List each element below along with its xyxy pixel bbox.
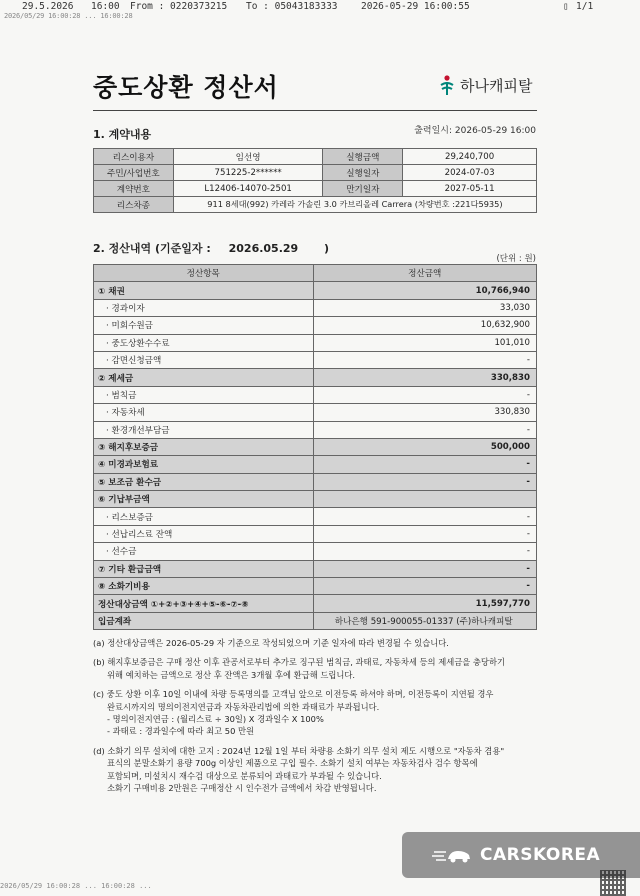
company-logo xyxy=(438,72,532,98)
settlement-amount: - xyxy=(313,456,536,473)
settlement-group-row xyxy=(94,369,537,386)
contract-table xyxy=(93,148,537,213)
fax-page: 1/1 xyxy=(576,1,594,12)
settlement-sub-row xyxy=(94,508,537,525)
settlement-item: · 선수금 xyxy=(94,543,314,560)
settlement-amount: 33,030 xyxy=(313,299,536,316)
contract-row xyxy=(94,197,537,213)
settlement-item: · 선납리스료 잔액 xyxy=(94,525,314,542)
settlement-amount: - xyxy=(313,421,536,438)
settlement-amount: - xyxy=(313,351,536,368)
settlement-item: ⑥ 기납부금액 xyxy=(94,491,314,508)
contract-header: 계약번호 xyxy=(94,181,174,197)
settlement-close-paren: ) xyxy=(324,242,330,255)
settlement-group-row xyxy=(94,560,537,577)
settlement-sub-row xyxy=(94,299,537,316)
note-a xyxy=(93,637,543,649)
contract-row xyxy=(94,181,537,197)
settlement-sub-row xyxy=(94,525,537,542)
settlement-amount: - xyxy=(313,386,536,403)
settlement-amount: - xyxy=(313,473,536,490)
contract-value: 2024-07-03 xyxy=(403,165,537,181)
fax-received: 2026-05-29 16:00:55 xyxy=(361,1,470,12)
vehicle-value: 911 8세대(992) 카레라 가솔린 3.0 카브리올레 Carrera (차량번호 :221다5935) xyxy=(173,197,536,213)
notes xyxy=(93,637,543,801)
bank-label: 입금계좌 xyxy=(94,612,314,629)
fax-to: To : 05043183333 xyxy=(246,1,338,12)
settlement-item: ② 제세금 xyxy=(94,369,314,386)
fax-from: From : 0220373215 xyxy=(130,1,228,12)
document-title: 중도상환 정산서 xyxy=(93,73,279,102)
settlement-base-date: 2026.05.29 xyxy=(228,242,299,255)
note-b xyxy=(93,656,543,681)
contract-header: 실행일자 xyxy=(323,165,403,181)
settlement-group-row xyxy=(94,282,537,299)
settlement-item: ⑤ 보조금 환수금 xyxy=(94,473,314,490)
settlement-item: ⑦ 기타 환급금액 xyxy=(94,560,314,577)
note-a-text: (a) 정산대상금액은 2026-05-29 자 기준으로 작성되었으며 기준 일자에 따라 변경될 수 있습니다. xyxy=(93,638,449,648)
title-divider xyxy=(93,110,537,111)
note-b-line: (b) 해지후보증금은 구매 정산 이후 관공서로부터 추가로 징구된 범칙금, 과태료, 자동차세 등의 제세금을 충당하기 xyxy=(93,657,505,668)
settlement-group-row xyxy=(94,438,537,455)
settlement-item: · 감면신청금액 xyxy=(94,351,314,368)
settlement-body xyxy=(94,282,537,595)
note-c-line: (c) 중도 상환 이후 10일 이내에 차량 등록명의를 고객님 앞으로 이전등록 하셔야 하며, 이전등록이 지연될 경우 xyxy=(93,689,494,700)
settlement-amount: - xyxy=(313,525,536,542)
settlement-amount: 10,632,900 xyxy=(313,317,536,334)
contract-header: 리스차종 xyxy=(94,197,174,213)
settlement-item: · 자동차세 xyxy=(94,404,314,421)
note-c-line: 완료시까지의 명의이전지연금과 자동차관리법에 의한 과태료가 부과됩니다. xyxy=(107,701,380,712)
fax-footer: 2026/05/29 16:00:28 ... 16:00:28 ... xyxy=(0,882,152,890)
note-c-line: - 과태료 : 경과일수에 따라 최고 50 만원 xyxy=(107,726,255,737)
settlement-sub-row xyxy=(94,386,537,403)
total-label: 정산대상금액 ①+②+③+④+⑤-⑥-⑦-⑧ xyxy=(94,595,314,612)
settlement-item: · 미회수원금 xyxy=(94,317,314,334)
note-c-line: - 명의이전지연금 : (월리스료 ÷ 30일) X 경과일수 X 100% xyxy=(107,714,324,725)
total-amount: 11,597,770 xyxy=(313,595,536,612)
settlement-group-row xyxy=(94,473,537,490)
settlement-group-row xyxy=(94,491,537,508)
qr-code-icon xyxy=(600,870,626,896)
contract-header: 만기일자 xyxy=(323,181,403,197)
bank-row xyxy=(94,612,537,629)
print-date: 출력일시: 2026-05-29 16:00 xyxy=(414,126,536,136)
settlement-sub-row xyxy=(94,404,537,421)
note-b-line: 위해 예치하는 금액으로 정산 후 잔액은 3개월 후에 환급해 드립니다. xyxy=(107,669,356,680)
settlement-table xyxy=(93,264,537,630)
contract-value: 2027-05-11 xyxy=(403,181,537,197)
contract-header: 실행금액 xyxy=(323,149,403,165)
settlement-item: · 환경개선부담금 xyxy=(94,421,314,438)
hana-logo-icon xyxy=(438,74,456,96)
contract-section-title: 1. 계약내용 xyxy=(93,128,152,141)
page-icon: ▯ xyxy=(563,1,569,12)
settlement-item: · 리스보증금 xyxy=(94,508,314,525)
total-row xyxy=(94,595,537,612)
settlement-amount: 330,830 xyxy=(313,369,536,386)
col-item-header: 정산항목 xyxy=(94,265,314,282)
settlement-amount: 330,830 xyxy=(313,404,536,421)
settlement-amount: - xyxy=(313,578,536,595)
settlement-amount: - xyxy=(313,508,536,525)
settlement-item: ⑧ 소화기비용 xyxy=(94,578,314,595)
settlement-item: · 경과이자 xyxy=(94,299,314,316)
note-d-line: 소화기 구매비용 2만원은 구매정산 시 인수전가 금액에서 차감 반영됩니다. xyxy=(107,783,377,794)
contract-value: L12406-14070-2501 xyxy=(173,181,323,197)
bank-value: 하나은행 591-900055-01337 (주)하나캐피탈 xyxy=(313,612,536,629)
unit-label: (단위 : 원) xyxy=(496,254,536,264)
contract-value: 임선영 xyxy=(173,149,323,165)
logo-text: 하나캐피탈 xyxy=(460,76,533,95)
note-d-line: (d) 소화기 의무 설치에 대한 고지 : 2024년 12월 1일 부터 차량용 소화기 의무 설치 제도 시행으로 "자동차 겸용" xyxy=(93,745,505,756)
settlement-amount: - xyxy=(313,543,536,560)
contract-value: 751225-2****** xyxy=(173,165,323,181)
settlement-item: ① 채권 xyxy=(94,282,314,299)
car-speed-icon xyxy=(432,844,472,866)
settlement-group-row xyxy=(94,456,537,473)
col-amount-header: 정산금액 xyxy=(313,265,536,282)
settlement-amount: 101,010 xyxy=(313,334,536,351)
contract-header: 주민/사업번호 xyxy=(94,165,174,181)
settlement-title-label: 2. 정산내역 (기준일자 : xyxy=(93,242,211,255)
fax-date: 29.5.2026 xyxy=(22,1,74,12)
note-c xyxy=(93,688,543,738)
contract-header: 리스이용자 xyxy=(94,149,174,165)
fax-time: 16:00 xyxy=(91,1,120,12)
settlement-group-row xyxy=(94,578,537,595)
settlement-amount: 10,766,940 xyxy=(313,282,536,299)
fax-subline: 2026/05/29 16:00:28 ... 16:00:28 xyxy=(4,12,133,20)
settlement-sub-row xyxy=(94,543,537,560)
settlement-sub-row xyxy=(94,334,537,351)
settlement-item: ③ 해지후보증금 xyxy=(94,438,314,455)
note-d-line: 포함되며, 미설치시 재수검 대상으로 분류되어 과태료가 부과될 수 있습니다. xyxy=(107,770,382,781)
settlement-amount: - xyxy=(313,560,536,577)
settlement-item: ④ 미경과보험료 xyxy=(94,456,314,473)
settlement-sub-row xyxy=(94,351,537,368)
contract-value: 29,240,700 xyxy=(403,149,537,165)
note-d-line: 표식의 분말소화기 용량 700g 이상인 제품으로 구입 필수. 소화기 설치 여부는 자동차검사 검수 항목에 xyxy=(107,758,478,769)
settlement-header-row xyxy=(94,265,537,282)
watermark-text: CARSKOREA xyxy=(480,845,601,865)
settlement-sub-row xyxy=(94,421,537,438)
settlement-amount xyxy=(313,491,536,508)
note-d xyxy=(93,745,543,795)
contract-row xyxy=(94,165,537,181)
contract-row xyxy=(94,149,537,165)
settlement-section-title xyxy=(93,240,329,256)
settlement-amount: 500,000 xyxy=(313,438,536,455)
settlement-item: · 중도상환수수료 xyxy=(94,334,314,351)
settlement-item: · 범칙금 xyxy=(94,386,314,403)
settlement-sub-row xyxy=(94,317,537,334)
